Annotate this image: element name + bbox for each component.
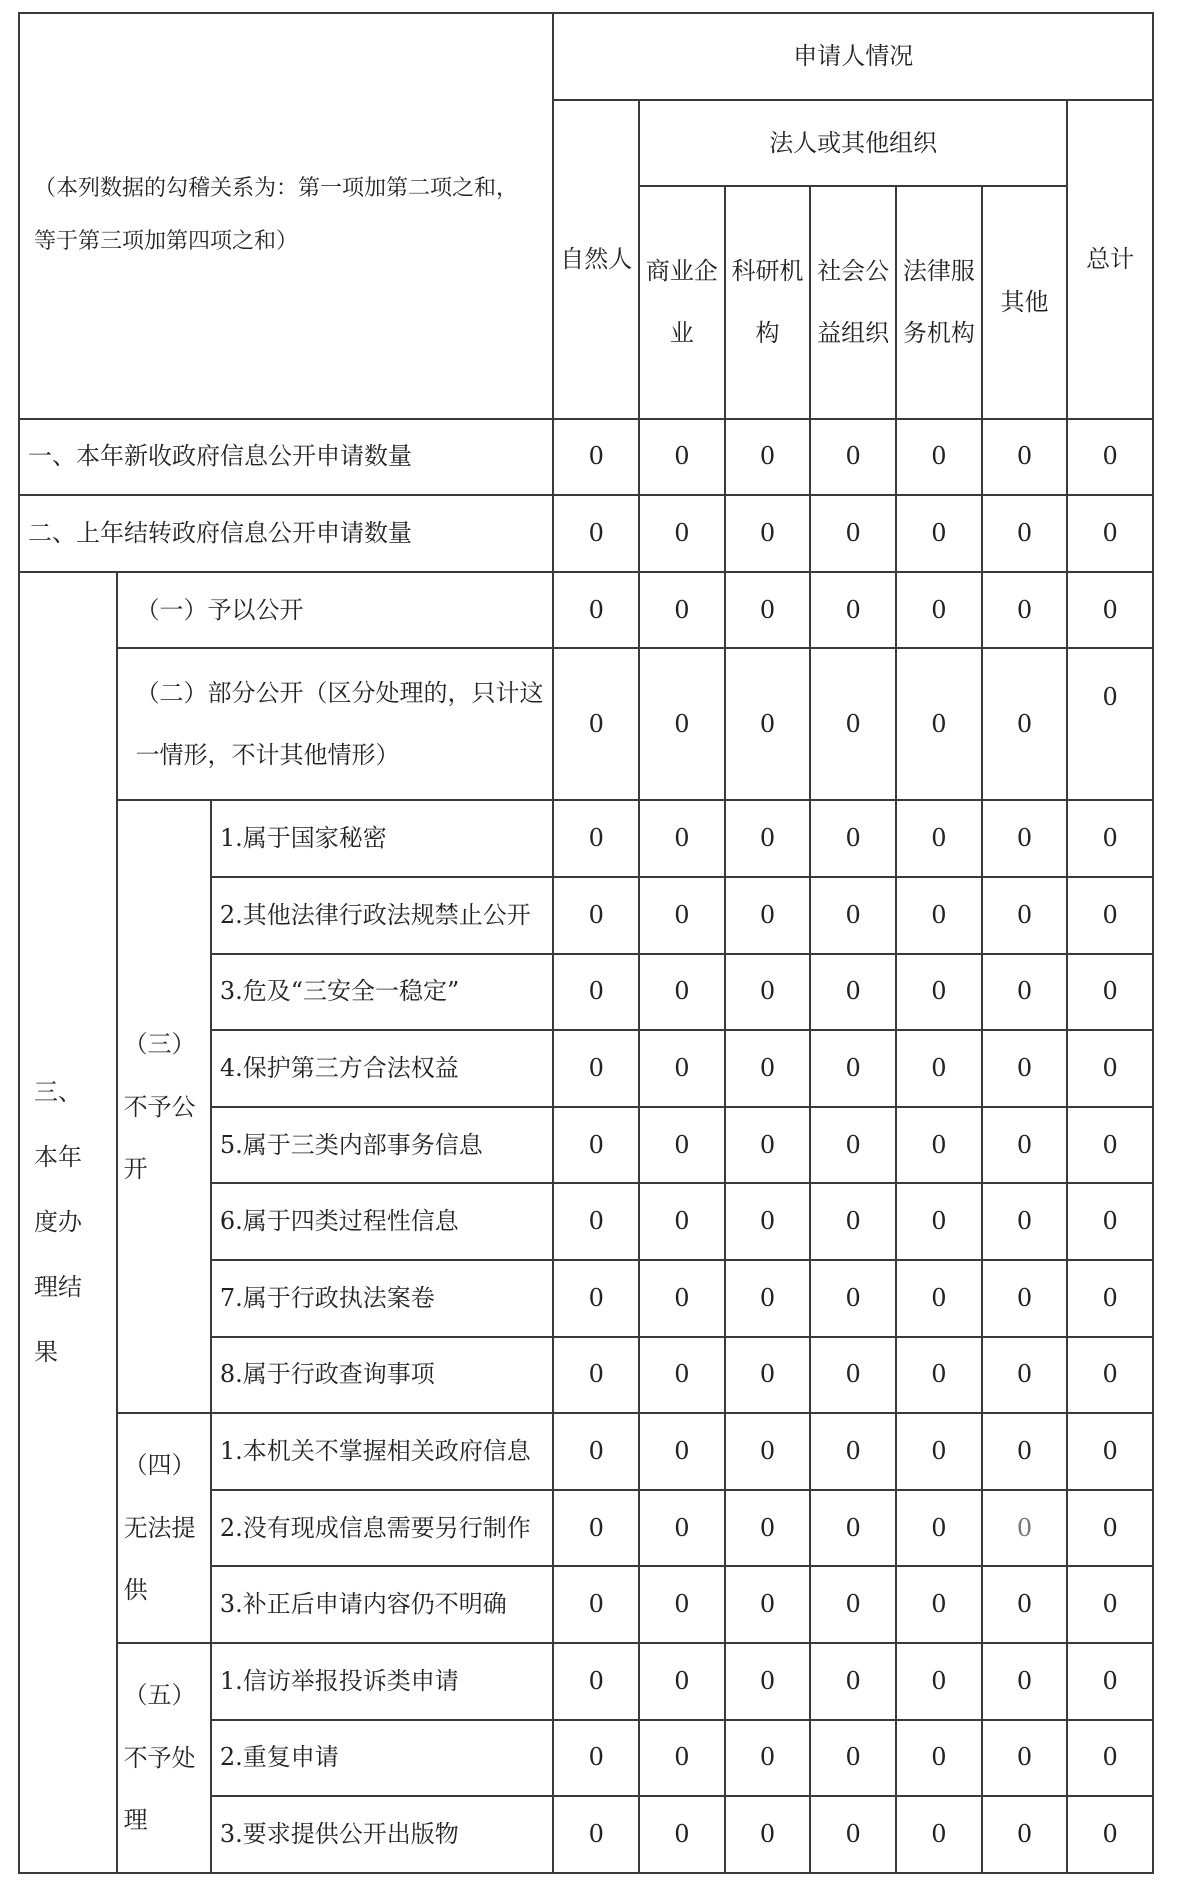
value-cell: 0 — [1067, 954, 1153, 1031]
row-label: 1.本机关不掌握相关政府信息 — [211, 1413, 554, 1490]
value-cell: 0 — [553, 1183, 639, 1260]
value-cell: 0 — [553, 648, 639, 800]
value-cell: 0 — [553, 1490, 639, 1567]
value-cell: 0 — [1067, 1030, 1153, 1107]
value-cell: 0 — [1067, 800, 1153, 877]
value-cell: 0 — [1067, 1796, 1153, 1873]
row-label: 8.属于行政查询事项 — [211, 1337, 554, 1414]
value-cell: 0 — [982, 1260, 1068, 1337]
value-cell: 0 — [1067, 1107, 1153, 1184]
value-cell: 0 — [896, 1107, 982, 1184]
row-label: 2.没有现成信息需要另行制作 — [211, 1490, 554, 1567]
value-cell: 0 — [639, 419, 725, 496]
value-cell: 0 — [725, 1183, 811, 1260]
value-cell: 0 — [896, 1490, 982, 1567]
row-label: 3.补正后申请内容仍不明确 — [211, 1566, 554, 1643]
value-cell: 0 — [639, 1260, 725, 1337]
value-cell: 0 — [982, 1337, 1068, 1414]
total-header: 总计 — [1067, 100, 1153, 419]
value-cell: 0 — [982, 1566, 1068, 1643]
value-cell: 0 — [725, 572, 811, 649]
value-cell: 0 — [810, 800, 896, 877]
value-cell: 0 — [810, 1413, 896, 1490]
row-label-disclosed: （一）予以公开 — [117, 572, 554, 649]
value-cell: 0 — [553, 1720, 639, 1797]
value-cell: 0 — [982, 495, 1068, 572]
value-cell: 0 — [982, 1720, 1068, 1797]
value-cell: 0 — [725, 1337, 811, 1414]
table-row — [19, 1413, 1153, 1490]
value-cell: 0 — [725, 877, 811, 954]
value-cell: 0 — [810, 877, 896, 954]
value-cell: 0 — [1067, 1183, 1153, 1260]
table-row — [19, 495, 1153, 572]
value-cell: 0 — [553, 1107, 639, 1184]
value-cell: 0 — [639, 877, 725, 954]
value-cell: 0 — [725, 495, 811, 572]
value-cell: 0 — [725, 1796, 811, 1873]
value-cell: 0 — [639, 1566, 725, 1643]
value-cell: 0 — [1067, 1337, 1153, 1414]
disclosure-statistics-table — [18, 12, 1154, 1874]
not-handled-group-label: （五）不予处理 — [117, 1643, 211, 1873]
value-cell: 0 — [982, 1490, 1068, 1567]
value-cell: 0 — [1067, 1720, 1153, 1797]
value-cell: 0 — [725, 1566, 811, 1643]
value-cell: 0 — [810, 1720, 896, 1797]
value-cell: 0 — [553, 800, 639, 877]
value-cell: 0 — [553, 495, 639, 572]
value-cell: 0 — [639, 954, 725, 1031]
not-disclosed-group-label: （三）不予公开 — [117, 800, 211, 1413]
value-cell: 0 — [896, 1260, 982, 1337]
value-cell: 0 — [896, 1566, 982, 1643]
value-cell: 0 — [896, 648, 982, 800]
row-label: 5.属于三类内部事务信息 — [211, 1107, 554, 1184]
value-cell: 0 — [810, 648, 896, 800]
row-label: 6.属于四类过程性信息 — [211, 1183, 554, 1260]
value-cell: 0 — [896, 1796, 982, 1873]
value-cell: 0 — [725, 954, 811, 1031]
value-cell: 0 — [982, 800, 1068, 877]
value-cell: 0 — [1067, 1566, 1153, 1643]
row-label-new-requests: 一、本年新收政府信息公开申请数量 — [19, 419, 553, 496]
value-cell: 0 — [725, 800, 811, 877]
value-cell: 0 — [553, 877, 639, 954]
value-cell: 0 — [810, 419, 896, 496]
entity-type-other: 其他 — [982, 186, 1068, 418]
value-cell: 0 — [639, 1796, 725, 1873]
value-cell: 0 — [725, 648, 811, 800]
header-note: （本列数据的勾稽关系为：第一项加第二项之和，等于第三项加第四项之和） — [19, 13, 553, 419]
value-cell: 0 — [553, 1413, 639, 1490]
table-row — [19, 572, 1153, 649]
value-cell: 0 — [896, 800, 982, 877]
value-cell: 0 — [1067, 877, 1153, 954]
value-cell: 0 — [639, 572, 725, 649]
value-cell: 0 — [725, 1490, 811, 1567]
value-cell: 0 — [1067, 572, 1153, 649]
value-cell: 0 — [810, 572, 896, 649]
row-label: 7.属于行政执法案卷 — [211, 1260, 554, 1337]
value-cell: 0 — [725, 1107, 811, 1184]
value-cell: 0 — [725, 1260, 811, 1337]
value-cell: 0 — [810, 1260, 896, 1337]
value-cell: 0 — [1067, 1413, 1153, 1490]
row-label: 2.重复申请 — [211, 1720, 554, 1797]
value-cell: 0 — [639, 1107, 725, 1184]
value-cell: 0 — [1067, 648, 1153, 800]
natural-person-header: 自然人 — [553, 100, 639, 419]
value-cell: 0 — [896, 1337, 982, 1414]
table-row — [19, 419, 1153, 496]
value-cell: 0 — [639, 1490, 725, 1567]
value-cell: 0 — [982, 648, 1068, 800]
value-cell: 0 — [810, 1796, 896, 1873]
value-cell: 0 — [725, 1413, 811, 1490]
value-cell: 0 — [982, 1413, 1068, 1490]
value-cell: 0 — [896, 572, 982, 649]
value-cell: 0 — [639, 1413, 725, 1490]
table-row — [19, 648, 1153, 800]
value-cell: 0 — [1067, 495, 1153, 572]
value-cell: 0 — [982, 1107, 1068, 1184]
table-row — [19, 1643, 1153, 1720]
value-cell: 0 — [896, 1643, 982, 1720]
value-cell: 0 — [896, 1030, 982, 1107]
row-label: 3.要求提供公开出版物 — [211, 1796, 554, 1873]
row-label: 1.属于国家秘密 — [211, 800, 554, 877]
value-cell: 0 — [810, 954, 896, 1031]
value-cell: 0 — [982, 1030, 1068, 1107]
value-cell: 0 — [639, 1183, 725, 1260]
value-cell: 0 — [982, 419, 1068, 496]
value-cell: 0 — [1067, 1490, 1153, 1567]
value-cell: 0 — [982, 1643, 1068, 1720]
value-cell: 0 — [896, 877, 982, 954]
value-cell: 0 — [896, 954, 982, 1031]
value-cell: 0 — [982, 1183, 1068, 1260]
legal-entity-header: 法人或其他组织 — [639, 100, 1067, 187]
value-cell: 0 — [1067, 1260, 1153, 1337]
value-cell: 0 — [553, 1030, 639, 1107]
value-cell: 0 — [553, 1337, 639, 1414]
row-label-partial: （二）部分公开（区分处理的，只计这一情形，不计其他情形） — [117, 648, 554, 800]
value-cell: 0 — [553, 1566, 639, 1643]
entity-type-research: 科研机构 — [725, 186, 811, 418]
value-cell: 0 — [982, 877, 1068, 954]
value-cell: 0 — [1067, 419, 1153, 496]
value-cell: 0 — [982, 1796, 1068, 1873]
value-cell: 0 — [810, 1183, 896, 1260]
value-cell: 0 — [896, 419, 982, 496]
value-cell: 0 — [810, 495, 896, 572]
value-cell: 0 — [810, 1490, 896, 1567]
value-cell: 0 — [553, 1796, 639, 1873]
value-cell: 0 — [553, 1643, 639, 1720]
value-cell: 0 — [639, 1337, 725, 1414]
entity-type-public-welfare: 社会公益组织 — [810, 186, 896, 418]
value-cell: 0 — [810, 1030, 896, 1107]
value-cell: 0 — [810, 1566, 896, 1643]
row-label: 4.保护第三方合法权益 — [211, 1030, 554, 1107]
results-section-label: 三、本年度办理结果 — [19, 572, 117, 1873]
value-cell: 0 — [639, 495, 725, 572]
unable-group-label: （四）无法提供 — [117, 1413, 211, 1643]
value-cell: 0 — [725, 1030, 811, 1107]
value-cell: 0 — [982, 572, 1068, 649]
value-cell: 0 — [982, 954, 1068, 1031]
value-cell: 0 — [553, 1260, 639, 1337]
value-cell: 0 — [639, 800, 725, 877]
value-cell: 0 — [553, 419, 639, 496]
value-cell: 0 — [725, 419, 811, 496]
value-cell: 0 — [639, 1643, 725, 1720]
value-cell: 0 — [725, 1720, 811, 1797]
value-cell: 0 — [896, 1413, 982, 1490]
value-cell: 0 — [810, 1337, 896, 1414]
entity-type-commercial: 商业企业 — [639, 186, 725, 418]
value-cell: 0 — [896, 1183, 982, 1260]
value-cell: 0 — [639, 1720, 725, 1797]
value-cell: 0 — [1067, 1643, 1153, 1720]
row-label-carried-requests: 二、上年结转政府信息公开申请数量 — [19, 495, 553, 572]
row-label: 1.信访举报投诉类申请 — [211, 1643, 554, 1720]
row-label: 2.其他法律行政法规禁止公开 — [211, 877, 554, 954]
value-cell: 0 — [810, 1107, 896, 1184]
table-row — [19, 800, 1153, 877]
value-cell: 0 — [553, 954, 639, 1031]
value-cell: 0 — [725, 1643, 811, 1720]
value-cell: 0 — [639, 648, 725, 800]
value-cell: 0 — [810, 1643, 896, 1720]
row-label: 3.危及“三安全一稳定” — [211, 954, 554, 1031]
value-cell: 0 — [896, 495, 982, 572]
value-cell: 0 — [639, 1030, 725, 1107]
entity-type-legal-service: 法律服务机构 — [896, 186, 982, 418]
applicant-situation-header: 申请人情况 — [553, 13, 1153, 100]
value-cell: 0 — [553, 572, 639, 649]
value-cell: 0 — [896, 1720, 982, 1797]
